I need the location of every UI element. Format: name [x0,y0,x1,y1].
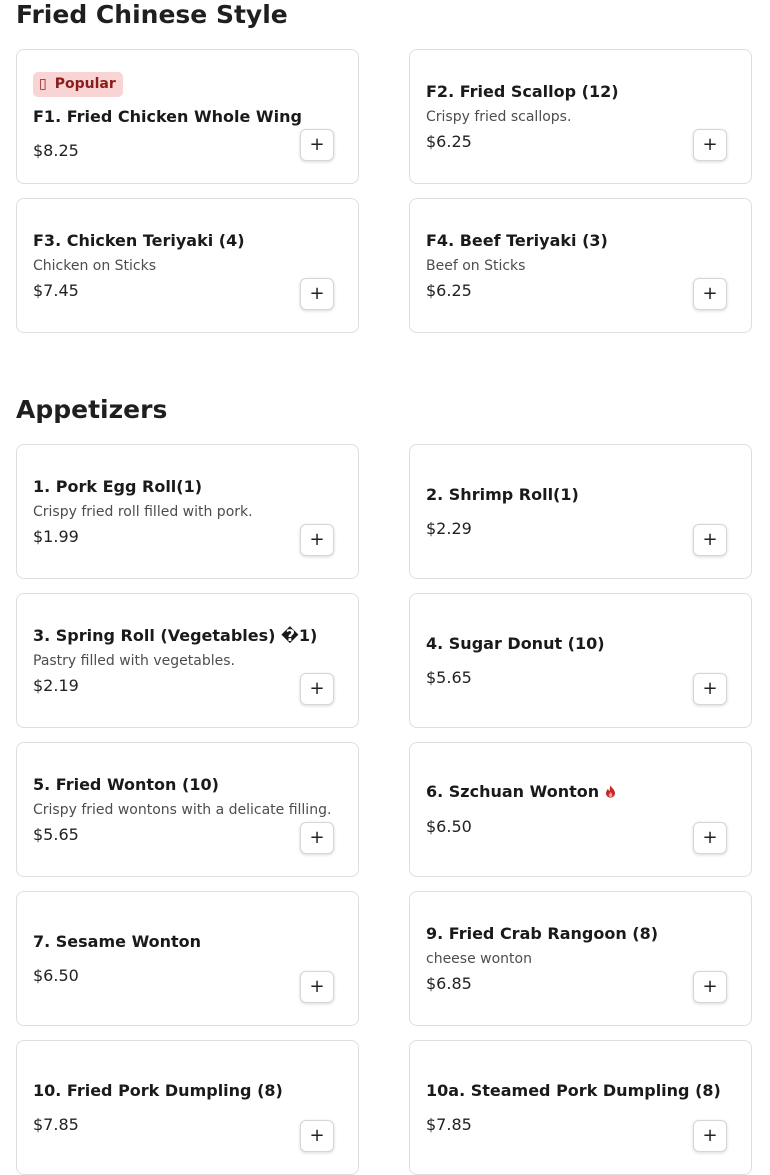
menu-item-name: 9. Fried Crab Rangoon (8) [426,923,659,943]
section-title-fried-chinese-style: Fried Chinese Style [16,0,288,29]
menu-item-price: $6.50 [426,817,472,836]
menu-item-price: $5.65 [426,667,472,687]
add-to-cart-button[interactable]: + [300,524,334,556]
menu-item-card[interactable] [16,593,359,728]
menu-item-content [426,199,691,332]
menu-item-card[interactable] [409,593,752,728]
menu-item-name: 6. Szchuan Wonton [426,782,600,801]
menu-item-name: 3. Spring Roll (Vegetables) �1) [33,625,318,645]
menu-item-description: Beef on Sticks [426,257,526,274]
menu-item-card[interactable] [16,198,359,333]
menu-item-card[interactable] [409,1040,752,1175]
menu-item-price: $5.65 [33,824,79,844]
menu-item-description: cheese wonton [426,950,532,967]
menu-item-content [33,743,332,876]
menu-item-card[interactable] [16,891,359,1026]
menu-item-price: $6.85 [426,973,472,993]
menu-item-card[interactable] [409,742,752,877]
add-to-cart-button[interactable]: + [300,129,334,161]
menu-item-price: $7.45 [33,280,79,300]
menu-item-card[interactable] [409,49,752,184]
menu-item-card[interactable] [16,742,359,877]
menu-item-price: $6.50 [33,965,79,985]
menu-item-card[interactable] [409,444,752,579]
menu-item-card[interactable] [16,49,359,184]
menu-item-description: Crispy fried scallops. [426,108,572,125]
menu-item-content [33,1041,298,1174]
add-to-cart-button[interactable]: + [300,971,334,1003]
menu-item-price: $2.29 [426,518,472,538]
add-to-cart-button[interactable]: + [300,673,334,705]
menu-item-price: $6.25 [426,131,472,151]
menu-item-name: 10a. Steamed Pork Dumpling (8) [426,1080,721,1100]
menu-item-description: Crispy fried wontons with a delicate filling. [33,801,332,818]
menu-item-content [426,1041,721,1174]
menu-item-price: $2.19 [33,675,79,695]
spicy-icon [605,783,616,803]
add-to-cart-button[interactable]: + [693,971,727,1003]
add-to-cart-button[interactable]: + [693,129,727,161]
menu-item-content [426,445,691,578]
fire-icon: ▯ [39,76,47,92]
menu-item-card[interactable] [16,1040,359,1175]
menu-item-name: 1. Pork Egg Roll(1) [33,476,203,496]
menu-item-content [33,50,302,183]
menu-item-content [426,50,691,183]
menu-item-description: Pastry filled with vegetables. [33,652,235,669]
menu-item-name: F4. Beef Teriyaki (3) [426,230,608,250]
add-to-cart-button[interactable]: + [300,1120,334,1152]
menu-item-card[interactable] [409,198,752,333]
section-title-appetizers: Appetizers [16,395,168,424]
add-to-cart-button[interactable]: + [693,524,727,556]
menu-item-price: $1.99 [33,526,79,546]
menu-item-price: $8.25 [33,141,79,160]
add-to-cart-button[interactable]: + [693,278,727,310]
menu-item-name-row [426,782,691,803]
menu-item-name: 4. Sugar Donut (10) [426,633,605,653]
add-to-cart-button[interactable]: + [300,278,334,310]
menu-item-price: $6.25 [426,280,472,300]
menu-item-content [426,743,691,876]
menu-item-content [33,199,298,332]
menu-item-name: F2. Fried Scallop (12) [426,81,619,101]
badge-label: Popular [54,76,116,92]
menu-item-description: Crispy fried roll filled with pork. [33,503,253,520]
menu-item-name: 7. Sesame Wonton [33,931,202,951]
add-to-cart-button[interactable]: + [693,1120,727,1152]
menu-item-name: F3. Chicken Teriyaki (4) [33,230,245,250]
menu-item-content [33,594,318,727]
menu-item-name: F1. Fried Chicken Whole Wing [33,107,302,126]
menu-item-description: Chicken on Sticks [33,257,157,274]
menu-item-name: 5. Fried Wonton (10) [33,774,219,794]
popular-badge [33,72,123,97]
menu-item-card[interactable] [409,891,752,1026]
add-to-cart-button[interactable]: + [693,673,727,705]
menu-item-card[interactable] [16,444,359,579]
menu-item-content [33,445,298,578]
menu-item-name: 2. Shrimp Roll(1) [426,484,579,504]
add-to-cart-button[interactable]: + [693,822,727,854]
menu-item-content [426,594,691,727]
add-to-cart-button[interactable]: + [300,822,334,854]
menu-item-price: $7.85 [426,1114,472,1134]
menu-item-price: $7.85 [33,1114,79,1134]
menu-item-content [33,892,298,1025]
menu-item-name: 10. Fried Pork Dumpling (8) [33,1080,283,1100]
menu-item-content [426,892,691,1025]
